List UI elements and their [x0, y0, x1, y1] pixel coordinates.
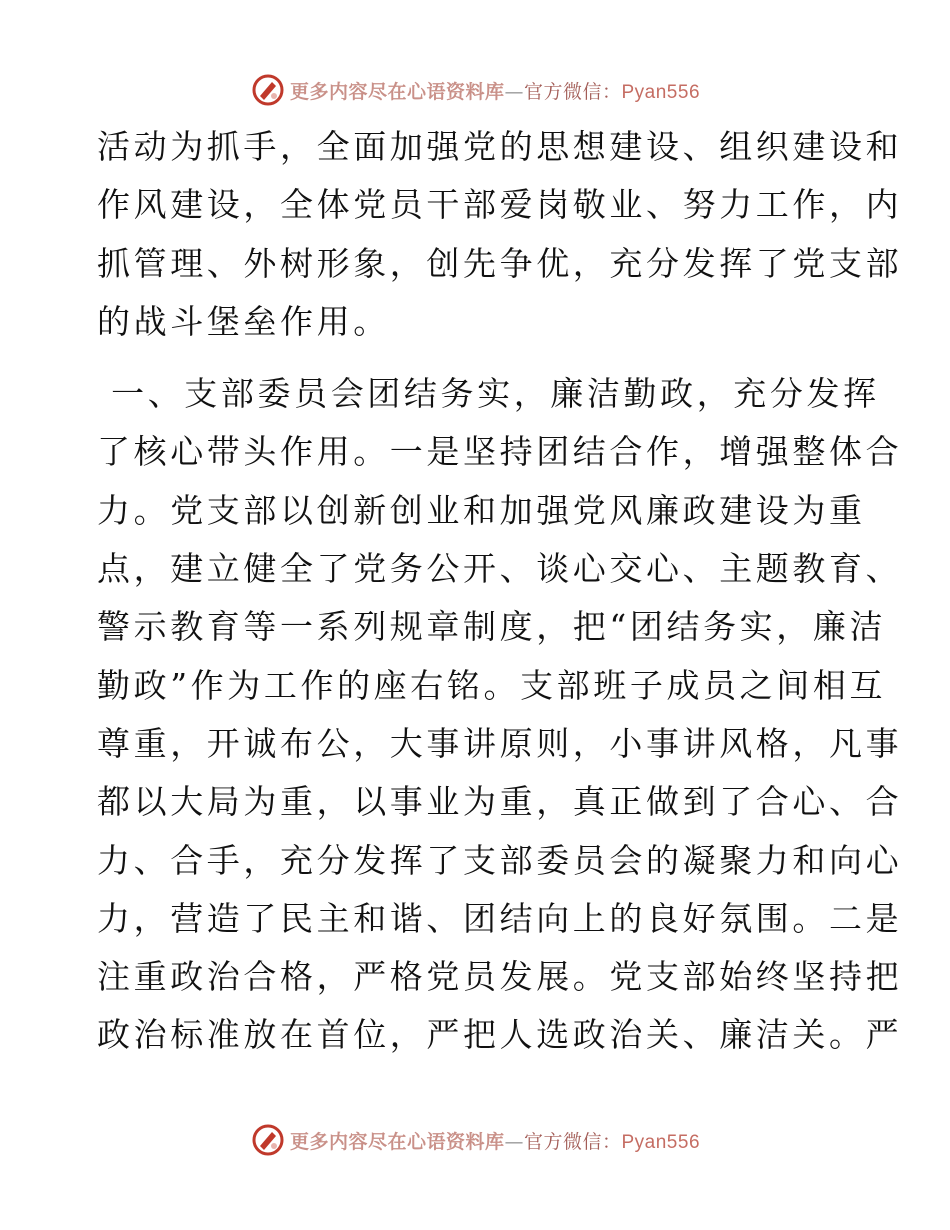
paragraph-2	[97, 365, 903, 1065]
footer-label: 官方微信：	[523, 1130, 622, 1153]
header-banner-text	[290, 77, 700, 104]
text-line: 勤政”作为工作的座右铭。支部班子成员之间相互	[97, 665, 887, 705]
text-line: 警示教育等一系列规章制度，把“团结务实，廉洁	[97, 607, 887, 647]
header-separator: —	[504, 80, 524, 103]
text-line: 都以大局为重，以事业为重，真正做到了合心、合	[97, 782, 903, 822]
footer-wechat-id: Pyan556	[621, 1131, 701, 1153]
text-line: 作风建设，全体党员干部爱岗敬业、努力工作，内	[97, 185, 903, 225]
brand-logo-icon	[250, 72, 286, 108]
text-line: 一、支部委员会团结务实，廉洁勤政，充分发挥	[97, 374, 880, 414]
text-line: 的战斗堡垒作用。	[97, 301, 390, 341]
text-line: 点，建立健全了党务公开、谈心交心、主题教育、	[97, 549, 903, 589]
text-line: 注重政治合格，严格党员发展。党支部始终坚持把	[97, 957, 903, 997]
header-brand: 更多内容尽在心语资料库	[289, 80, 505, 103]
text-line: 力、合手，充分发挥了支部委员会的凝聚力和向心	[97, 840, 903, 880]
paragraph-1	[97, 118, 903, 351]
text-line: 活动为抓手，全面加强党的思想建设、组织建设和	[97, 127, 903, 166]
text-line: 力，营造了民主和谐、团结向上的良好氛围。二是	[97, 898, 903, 938]
footer-banner-text	[290, 1127, 700, 1154]
header-watermark-banner	[0, 70, 950, 110]
text-line: 政治标准放在首位，严把人选政治关、廉洁关。严	[97, 1015, 903, 1055]
text-line: 力。党支部以创新创业和加强党风廉政建设为重	[97, 490, 866, 530]
text-line: 尊重，开诚布公，大事讲原则，小事讲风格，凡事	[97, 723, 903, 763]
footer-brand: 更多内容尽在心语资料库	[289, 1130, 505, 1153]
document-body	[97, 118, 903, 1065]
header-label: 官方微信：	[523, 80, 622, 103]
paragraph-gap	[97, 351, 857, 365]
text-line: 了核心带头作用。一是坚持团结合作，增强整体合	[97, 432, 903, 472]
footer-watermark-banner	[0, 1120, 950, 1160]
text-line: 抓管理、外树形象，创先争优，充分发挥了党支部	[97, 243, 903, 283]
header-wechat-id: Pyan556	[621, 81, 701, 103]
footer-separator: —	[504, 1130, 524, 1153]
brand-logo-icon	[250, 1122, 286, 1158]
